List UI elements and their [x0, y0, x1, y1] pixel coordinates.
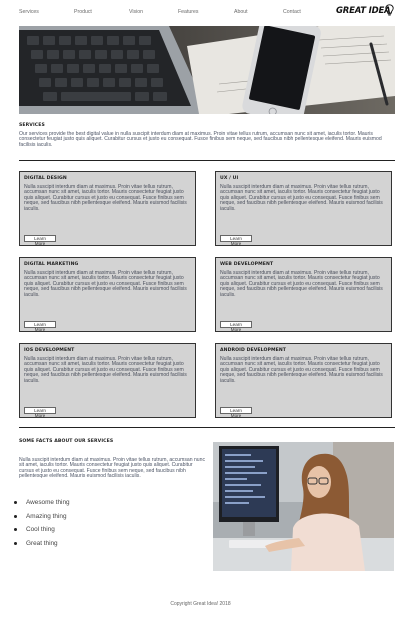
button-label-line2: More: [34, 413, 46, 418]
learn-more-button[interactable]: [24, 407, 56, 418]
nav-link-vision[interactable]: Vision: [129, 9, 144, 15]
button-label-line2: More: [34, 241, 46, 246]
section-divider: [19, 427, 395, 428]
nav-link-about[interactable]: About: [234, 9, 248, 15]
service-card-web-development: [215, 257, 392, 332]
card-text: Nulla suscipit interdum diam at maximus. Proin vitae tellus rutrum, accumsan nunc sit amet, iaculis tortor. Mauris consectetur feugiat justo quis aliquet. Curabitur cursus et justo eu consequat. Fusce finibus sem neque, sed faucibus nibh pellentesque eleifend. Mauris euismod facilisis iaculis.: [220, 356, 383, 384]
site-logo[interactable]: GREAT IDEA: [336, 6, 391, 16]
button-label-line1: Learn: [34, 322, 46, 327]
lightbulb-icon: [385, 4, 394, 16]
woman-at-computer-photo: [213, 442, 394, 571]
button-label-line2: More: [34, 327, 46, 332]
card-text: Nulla suscipit interdum diam at maximus. Proin vitae tellus rutrum, accumsan nunc sit amet, iaculis tortor. Mauris consectetur feugiat justo quis aliquet. Curabitur cursus et justo eu consequat. Fusce finibus sem neque, sed faucibus nibh pellentesque eleifend. Mauris euismod facilisis iaculis.: [24, 184, 187, 212]
list-item: Great thing: [14, 540, 70, 554]
services-heading: SERVICES: [19, 123, 45, 128]
card-text: Nulla suscipit interdum diam at maximus. Proin vitae tellus rutrum, accumsan nunc sit amet, iaculis tortor. Mauris consectetur feugiat justo quis aliquet. Curabitur cursus et justo eu consequat. Fusce finibus sem neque, sed faucibus nibh pellentesque eleifend. Mauris euismod facilisis iaculis.: [220, 270, 383, 298]
button-label-line2: More: [230, 413, 242, 418]
button-label-line1: Learn: [34, 408, 46, 413]
facts-description: Nulla suscipit interdum diam at maximus. Proin vitae tellus rutrum, accumsan nunc sit amet, iaculis tortor. Mauris consectetur feugiat justo quis aliquet. Curabitur cursus et justo eu consequat. Fusce finibus sem neque, sed faucibus nibh pellentesque eleifend. Mauris euismod facilisis iaculis.: [19, 457, 205, 480]
button-label-line1: Learn: [34, 236, 46, 241]
nav-link-contact[interactable]: Contact: [283, 9, 301, 15]
button-label-line1: Learn: [230, 322, 242, 327]
list-item: Awesome thing: [14, 499, 70, 513]
list-item: Cool thing: [14, 526, 70, 540]
service-card-digital-marketing: [19, 257, 196, 332]
office-worker-illustration: [213, 442, 394, 571]
button-label-line1: Learn: [230, 236, 242, 241]
list-item: Amazing thing: [14, 513, 70, 527]
learn-more-button[interactable]: [220, 235, 252, 246]
card-title: IOS DEVELOPMENT: [24, 348, 75, 353]
card-title: DIGITAL DESIGN: [24, 176, 67, 181]
facts-list: [14, 499, 70, 553]
section-divider: [19, 160, 395, 161]
learn-more-button[interactable]: [220, 407, 252, 418]
nav-link-features[interactable]: Features: [178, 9, 199, 15]
nav-link-product[interactable]: Product: [74, 9, 92, 15]
hero-image: [19, 26, 395, 114]
card-text: Nulla suscipit interdum diam at maximus. Proin vitae tellus rutrum, accumsan nunc sit amet, iaculis tortor. Mauris consectetur feugiat justo quis aliquet. Curabitur cursus et justo eu consequat. Fusce finibus sem neque, sed faucibus nibh pellentesque eleifend. Mauris euismod facilisis iaculis.: [24, 270, 187, 298]
button-label-line2: More: [230, 241, 242, 246]
learn-more-button[interactable]: [24, 321, 56, 332]
services-description: Our services provide the best digital value in nulla suscipit interdum diam at maximus. Proin vitae tellus rutrum, accumsan nunc sit amet, iaculis tortor. Mauris consectetur feugiat justo quis aliquet. Curabitur cursus et justo eu consequat. Fusce finibus sem neque, sed faucibus nibh pellentesque eleifend. Mauris euismod facilisis iaculis.: [19, 131, 382, 148]
card-text: Nulla suscipit interdum diam at maximus. Proin vitae tellus rutrum, accumsan nunc sit amet, iaculis tortor. Mauris consectetur feugiat justo quis aliquet. Curabitur cursus et justo eu consequat. Fusce finibus sem neque, sed faucibus nibh pellentesque eleifend. Mauris euismod facilisis iaculis.: [24, 356, 187, 384]
top-nav: [0, 0, 401, 24]
service-card-android-development: [215, 343, 392, 418]
card-title: ANDROID DEVELOPMENT: [220, 348, 287, 353]
button-label-line2: More: [230, 327, 242, 332]
service-card-ux-ui: [215, 171, 392, 246]
service-card-ios-development: [19, 343, 196, 418]
learn-more-button[interactable]: [24, 235, 56, 246]
button-label-line1: Learn: [230, 408, 242, 413]
learn-more-button[interactable]: [220, 321, 252, 332]
card-title: DIGITAL MARKETING: [24, 262, 79, 267]
desk-workspace-illustration: [19, 26, 395, 114]
card-title: WEB DEVELOPMENT: [220, 262, 274, 267]
facts-heading: SOME FACTS ABOUT OUR SERVICES: [19, 439, 114, 444]
service-card-digital-design: [19, 171, 196, 246]
nav-link-services[interactable]: Services: [19, 9, 39, 15]
card-text: Nulla suscipit interdum diam at maximus. Proin vitae tellus rutrum, accumsan nunc sit amet, iaculis tortor. Mauris consectetur feugiat justo quis aliquet. Curabitur cursus et justo eu consequat. Fusce finibus sem neque, sed faucibus nibh pellentesque eleifend. Mauris euismod facilisis iaculis.: [220, 184, 383, 212]
footer-copyright: Copyright Great Idea! 2018: [170, 601, 231, 607]
card-title: UX / UI: [220, 176, 239, 181]
